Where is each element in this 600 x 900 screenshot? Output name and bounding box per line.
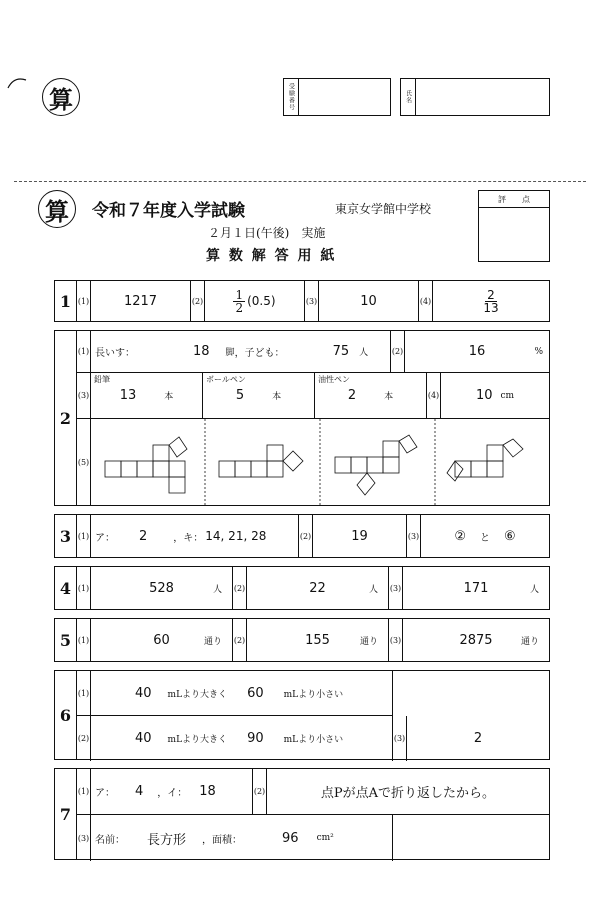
- q2-5-label: (5): [77, 419, 91, 505]
- q3-3-label: (3): [407, 515, 421, 557]
- score-box[interactable]: [478, 190, 550, 262]
- cube-net-3: [335, 435, 417, 495]
- q1-3-label: (3): [305, 281, 319, 321]
- q3-2-answer[interactable]: 19: [313, 515, 407, 557]
- q7-area-unit: cm²: [316, 833, 334, 843]
- q5-3-unit: 通り: [520, 636, 539, 647]
- q2-1-label: (1): [77, 331, 91, 372]
- q7-block: [54, 768, 550, 860]
- q3-ki-value: 14, 21, 28: [205, 529, 267, 543]
- marker-value: 2: [347, 388, 357, 403]
- name-label: 氏名: [404, 90, 412, 104]
- q1-4-numerator: 2: [487, 287, 495, 302]
- q7-area-value: 96: [282, 830, 299, 846]
- marker-cell[interactable]: [315, 373, 427, 418]
- q4-3-label: (3): [389, 567, 403, 609]
- q2-4-label: (4): [427, 373, 441, 418]
- q7-3-answer[interactable]: [91, 815, 392, 861]
- ballpen-label: ボールペン: [206, 375, 246, 384]
- q1-4-denominator: 13: [483, 300, 499, 315]
- q1-number: 1: [55, 281, 77, 321]
- q4-number: 4: [55, 567, 77, 609]
- q6-3-answer[interactable]: 2: [473, 731, 483, 746]
- q1-1-answer[interactable]: 1217: [91, 281, 191, 321]
- q3-1-label: (1): [77, 515, 91, 557]
- cube-net-2: [219, 445, 303, 477]
- kids-unit: 人: [359, 348, 369, 358]
- q2-2-label: (2): [391, 331, 405, 372]
- q2-block: [54, 330, 550, 506]
- q6-1-low: 40: [135, 685, 152, 701]
- chairs-unit: 脚: [225, 348, 235, 358]
- q6-1-end: mLより小さい: [283, 689, 344, 700]
- q6-1-high: 60: [247, 685, 264, 701]
- q6-1-label: (1): [77, 671, 91, 715]
- q5-number: 5: [55, 619, 77, 661]
- q7-3-label: (3): [77, 815, 91, 861]
- q1-1-label: (1): [77, 281, 91, 321]
- q4-row: [54, 566, 550, 610]
- q2-2-answer[interactable]: [405, 331, 549, 372]
- q7-1-label: (1): [77, 769, 91, 814]
- marker-unit: 本: [384, 392, 394, 402]
- q7-name-label: 名前：: [95, 834, 125, 846]
- q1-2-label: (2): [191, 281, 205, 321]
- q6-1-answer[interactable]: [91, 671, 392, 715]
- q7-i-label: ，イ：: [157, 788, 188, 799]
- q2-4-value: 10: [475, 388, 493, 403]
- q2-5-answer[interactable]: [91, 419, 549, 505]
- q6-2-mid: mLより大きく: [167, 735, 228, 745]
- q5-3-answer[interactable]: [403, 619, 549, 661]
- q3-3-second: ⑥: [504, 528, 516, 544]
- q1-2-answer[interactable]: [205, 281, 305, 321]
- q4-1-label: (1): [77, 567, 91, 609]
- q5-2-unit: 通り: [359, 636, 378, 647]
- cube-net-1: [105, 437, 187, 493]
- q5-1-value: 60: [153, 632, 170, 648]
- sheet-title: 算 数 解 答 用 紙: [206, 248, 337, 264]
- q5-2-value: 155: [305, 632, 330, 648]
- q4-1-unit: 人: [212, 584, 222, 595]
- q7-a-label: ア：: [95, 788, 115, 799]
- q6-2-answer[interactable]: [91, 716, 393, 761]
- q3-2-label: (2): [299, 515, 313, 557]
- cube-net-4: [447, 439, 523, 481]
- q7-1-answer[interactable]: [91, 769, 253, 814]
- q5-1-unit: 通り: [203, 636, 222, 647]
- q4-3-value: 171: [463, 580, 489, 596]
- q4-2-label: (2): [233, 567, 247, 609]
- pencil-unit: 本: [164, 392, 174, 402]
- q2-4-unit: cm: [500, 390, 515, 401]
- q5-2-answer[interactable]: [247, 619, 389, 661]
- q2-3-label: (3): [77, 373, 91, 418]
- q4-3-unit: 人: [529, 584, 539, 595]
- q6-2-low: 40: [135, 731, 152, 746]
- q3-1-answer[interactable]: [91, 515, 299, 557]
- q2-4-answer[interactable]: [441, 373, 549, 418]
- q3-a-value: 2: [139, 528, 148, 544]
- q3-number: 3: [55, 515, 77, 557]
- q2-2-value: 16: [468, 344, 486, 359]
- q7-a-value: 4: [135, 784, 144, 799]
- score-label: 評 点: [479, 191, 549, 208]
- q1-2-numerator: 1: [235, 287, 244, 302]
- q7-number: 7: [55, 769, 77, 859]
- cube-nets-drawing: [91, 419, 549, 505]
- q1-4-answer[interactable]: [433, 281, 549, 321]
- exam-number-box[interactable]: [283, 78, 391, 116]
- q6-3-label: (3): [393, 716, 407, 761]
- q5-1-answer[interactable]: [91, 619, 233, 661]
- pencil-label: 鉛筆: [94, 375, 110, 384]
- q1-4-fraction: [483, 289, 498, 314]
- ballpen-value: 5: [235, 388, 245, 403]
- ballpen-unit: 本: [272, 392, 282, 402]
- q6-1-mid: mLより大きく: [167, 689, 228, 700]
- exam-number-label: 受験番号: [287, 83, 295, 111]
- q7-i-value: 18: [199, 784, 216, 799]
- q3-3-first: ②: [454, 528, 466, 544]
- q7-2-label: (2): [253, 769, 267, 814]
- q7-name-value: 長方形: [147, 832, 187, 848]
- q1-4-label: (4): [419, 281, 433, 321]
- q4-2-answer[interactable]: [247, 567, 389, 609]
- pencil-value: 13: [119, 388, 137, 403]
- q3-ki-label: ，キ：: [173, 532, 204, 544]
- q2-1-answer[interactable]: [91, 331, 391, 372]
- exam-date: ２月１日(午後) 実施: [208, 226, 326, 240]
- ballpen-cell[interactable]: [203, 373, 315, 418]
- q1-row: [54, 280, 550, 322]
- q4-1-value: 528: [149, 580, 174, 596]
- q4-1-answer[interactable]: [91, 567, 233, 609]
- q4-2-value: 22: [309, 580, 326, 596]
- school-name: 東京女学館中学校: [335, 202, 432, 216]
- cut-line: [14, 181, 586, 182]
- kids-value: 75: [332, 344, 350, 359]
- q2-2-unit: %: [534, 346, 543, 357]
- chairs-label: 長いす：: [95, 348, 135, 359]
- q1-3-answer[interactable]: 10: [319, 281, 419, 321]
- q4-2-unit: 人: [368, 584, 378, 595]
- q3-3-and: と: [480, 532, 490, 544]
- q6-2-label: (2): [77, 716, 91, 761]
- q6-block: [54, 670, 550, 760]
- q6-number: 6: [55, 671, 77, 759]
- q5-1-label: (1): [77, 619, 91, 661]
- q1-2-denominator: 2: [235, 300, 244, 315]
- corner-mark-icon: [6, 74, 28, 90]
- q3-row: [54, 514, 550, 558]
- name-box[interactable]: [400, 78, 550, 116]
- subject-symbol: 算: [42, 78, 80, 116]
- subject-symbol-2: 算: [38, 190, 76, 228]
- q2-number: 2: [55, 331, 77, 505]
- chairs-value: 18: [193, 344, 210, 359]
- pencil-cell[interactable]: [91, 373, 203, 418]
- q1-2-fraction: [233, 289, 245, 314]
- q5-3-label: (3): [389, 619, 403, 661]
- q6-2-end: mLより小さい: [283, 735, 344, 745]
- q7-area-label: ，面積：: [202, 834, 243, 846]
- kids-label: ，子ども：: [234, 348, 285, 359]
- q5-row: [54, 618, 550, 662]
- marker-label: 油性ペン: [318, 375, 350, 384]
- q6-2-high: 90: [247, 731, 264, 746]
- q3-a-label: ア：: [95, 532, 115, 544]
- exam-title: 令和７年度入学試験: [92, 201, 245, 221]
- q4-3-answer[interactable]: [403, 567, 549, 609]
- q3-3-answer[interactable]: [421, 515, 549, 557]
- q1-2-decimal: (0.5): [247, 294, 276, 308]
- q5-3-value: 2875: [459, 632, 493, 648]
- q7-2-answer[interactable]: 点Pが点Aで折り返したから。: [320, 786, 496, 801]
- q5-2-label: (2): [233, 619, 247, 661]
